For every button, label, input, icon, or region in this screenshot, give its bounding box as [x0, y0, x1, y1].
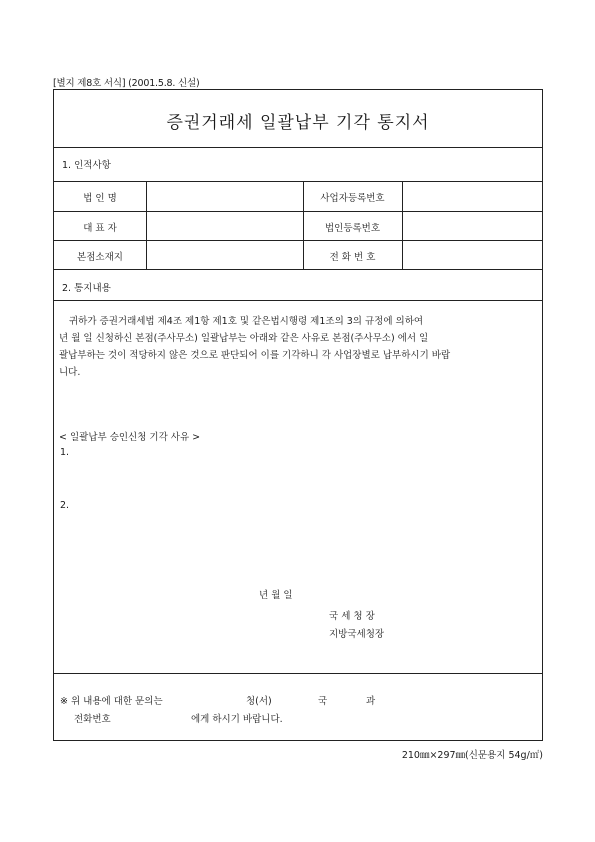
table-column-line: [146, 181, 147, 269]
label-corp-name: 법 인 명: [83, 193, 117, 204]
body-line: 니다.: [59, 367, 81, 378]
divider: [54, 181, 542, 182]
document-title: 증권거래세 일괄납부 기각 통지서: [166, 113, 430, 133]
table-column-line: [402, 181, 403, 269]
signer-regional-commissioner: 지방국세청장: [329, 629, 385, 640]
body-line: 년 월 일 신청하신 본점(주사무소) 일괄납부는 아래와 같은 사유로 본점(주사무소) 에서 일: [59, 333, 429, 344]
divider: [54, 269, 542, 270]
label-phone: 전 화 번 호: [329, 252, 376, 263]
section-heading-personal-info: 1. 인적사항: [62, 160, 111, 171]
body-line: 괄납부하는 것이 적당하지 않은 것으로 판단되어 이를 기각하니 각 사업장별로 납부하시기 바랍: [59, 350, 451, 361]
form-number-label: [별지 제8호 서식] (2001.5.8. 신설): [53, 78, 200, 89]
label-biz-reg-no: 사업자등록번호: [320, 193, 385, 204]
inquiry-contact-suffix: 에게 하시기 바랍니다.: [191, 714, 283, 725]
divider: [54, 147, 542, 148]
label-hq-address: 본점소재지: [77, 252, 123, 263]
issue-date-line: 년 월 일: [259, 590, 293, 601]
form-frame: [53, 89, 543, 741]
inquiry-notice-prefix: ※ 위 내용에 대한 문의는: [60, 696, 163, 707]
divider: [54, 240, 542, 241]
paper-spec-footer: 210㎜×297㎜(신문용지 54g/㎡): [401, 750, 543, 761]
divider: [54, 673, 542, 674]
notice-body: [59, 313, 537, 381]
section-heading-notice-content: 2. 통지내용: [62, 283, 111, 294]
inquiry-phone-label: 전화번호: [74, 714, 111, 725]
inquiry-division: 과: [366, 696, 376, 707]
reason-heading: < 일괄납부 승인신청 기각 사유 >: [59, 432, 201, 443]
reason-item-2: 2.: [60, 500, 70, 511]
inquiry-bureau: 국: [318, 696, 328, 707]
signer-nts-commissioner: 국 세 청 장: [329, 611, 375, 622]
divider: [54, 211, 542, 212]
inquiry-office: 청(서): [246, 696, 272, 707]
label-corp-reg-no: 법인등록번호: [324, 223, 381, 234]
reason-item-1: 1.: [60, 447, 70, 458]
label-representative: 대 표 자: [83, 223, 117, 234]
body-line: 귀하가 증권거래세법 제4조 제1항 제1호 및 같은법시행령 제1조의 3의 규정에 의하여: [69, 316, 424, 327]
divider: [54, 300, 542, 301]
